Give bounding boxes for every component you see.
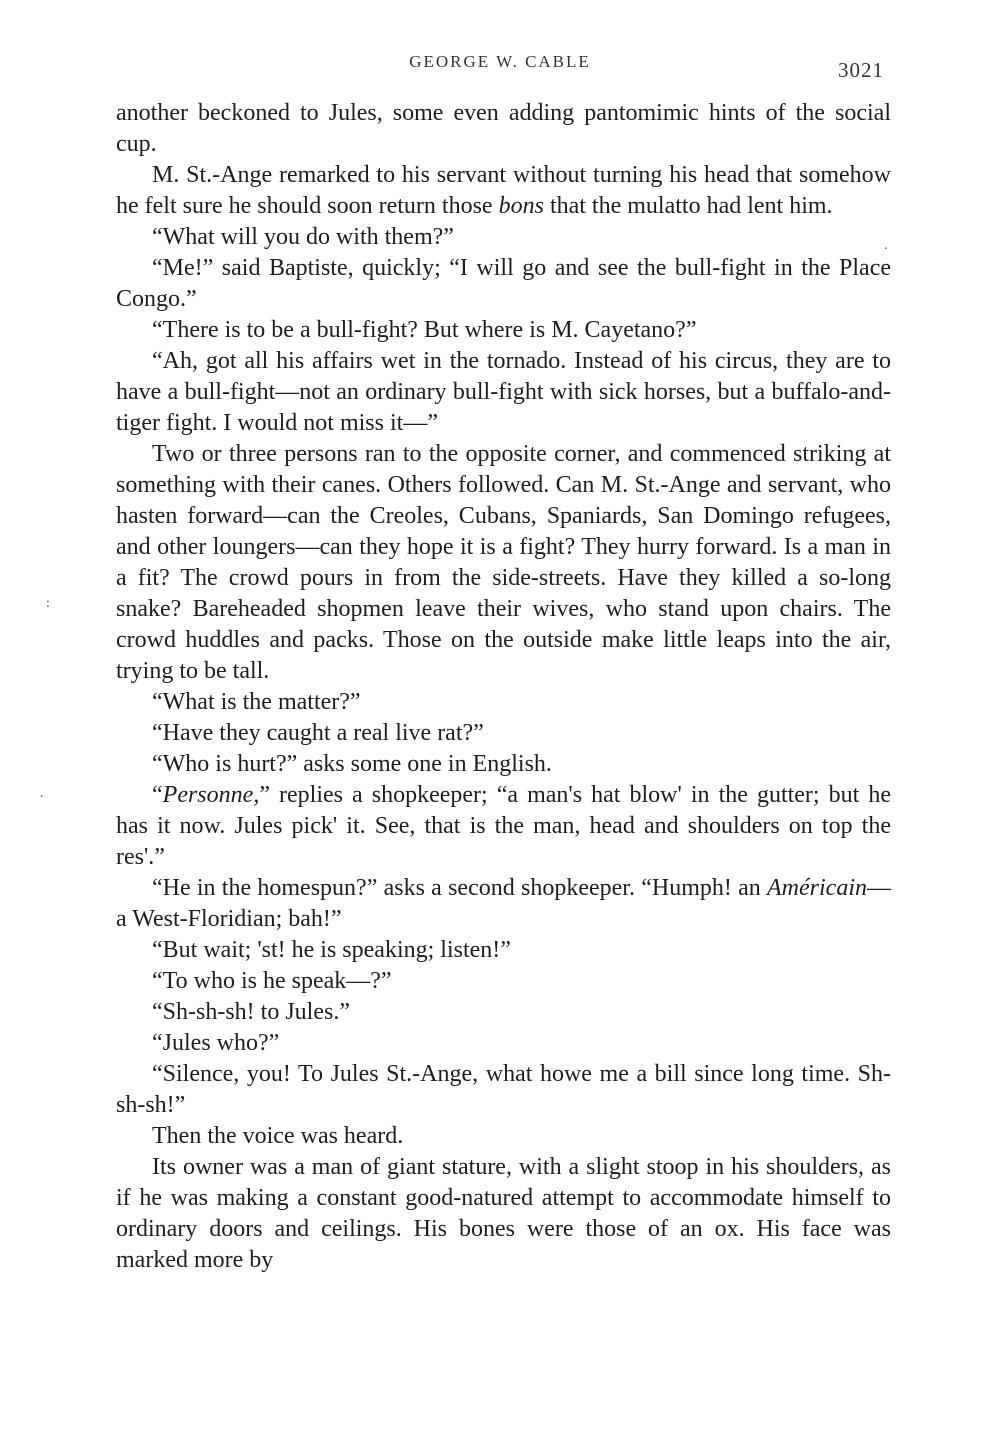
paragraph: [116, 966, 891, 997]
text-run: another beckoned to Jules, some even adding pantomimic hints of the social cup.: [116, 100, 891, 157]
text-run: “Sh-sh-sh! to Jules.”: [152, 999, 350, 1025]
paragraph: [116, 98, 891, 160]
paragraph: [116, 780, 891, 873]
paragraph: [116, 935, 891, 966]
text-run: Two or three persons ran to the opposite corner, and commenced striking at something with their canes. Others followed. Can M. St.-Ange and servant, who hasten forward—can the Creoles, Cubans, Spaniards, San Domingo refugees, and other loungers—can they hope it is a fight? They hurry forward. Is a man in a fit? The crowd pours in from the side-streets. Have they killed a so-long snake? Bareheaded shopmen leave their wives, who stand upon chairs. The crowd huddles and packs. Those on the outside make little leaps into the air, trying to be tall.: [116, 441, 891, 684]
paragraph: [116, 346, 891, 439]
text-run: “There is to be a bull-fight? But where is M. Cayetano?”: [152, 317, 697, 343]
text-run: that the mulatto had lent him.: [543, 193, 833, 219]
page-number: 3021: [838, 58, 884, 82]
stray-dot-mark: .: [884, 238, 888, 253]
text-run: “What will you do with them?”: [152, 224, 454, 250]
paragraph: [116, 222, 891, 253]
text-run: “Ah, got all his affairs wet in the tornado. Instead of his circus, they are to have a bull-fight—not an ordinary bull-fight with sick horses, but a buffalo-and-tiger fight. I would not miss it—”: [116, 348, 891, 436]
text-run: Its owner was a man of giant stature, with a slight stoop in his shoulders, as if he was making a constant good-natured attempt to accommodate himself to ordinary doors and ceilings. His bones were those of an ox. His face was marked more by: [116, 1154, 891, 1273]
text-run: ,” replies a shopkeeper; “a man's hat blow' in the gutter; but he has it now. Jules pick' it. See, that is the man, head and shoulders on top the res'.”: [116, 782, 891, 870]
text-run: Then the voice was heard.: [152, 1123, 404, 1149]
paragraph: [116, 253, 891, 315]
text-run: M. St.-Ange remarked to his servant without turning his head that somehow he felt sure he should soon return those: [116, 162, 891, 219]
running-title: GEORGE W. CABLE: [409, 52, 591, 71]
text-run: “: [152, 782, 163, 808]
body-text: [116, 98, 891, 1276]
text-run: “Have they caught a real live rat?”: [152, 720, 484, 746]
paragraph: [116, 749, 891, 780]
italic-text: Personne: [162, 782, 254, 808]
paragraph: [116, 1121, 891, 1152]
paragraph: [116, 160, 891, 222]
paragraph: [116, 1152, 891, 1276]
stray-margin-mark: :: [46, 596, 50, 611]
text-run: “He in the homespun?” asks a second shopkeeper. “Humph! an: [152, 875, 768, 901]
text-run: “But wait; 'st! he is speaking; listen!”: [152, 937, 511, 963]
paragraph: [116, 687, 891, 718]
text-run: “Me!” said Baptiste, quickly; “I will go and see the bull-fight in the Place Congo.”: [116, 255, 891, 312]
text-run: —a West-Floridian; bah!”: [116, 875, 891, 932]
text-run: “Who is hurt?” asks some one in English.: [152, 751, 552, 777]
text-run: “Jules who?”: [152, 1030, 280, 1056]
paragraph: [116, 1059, 891, 1121]
paragraph: [116, 997, 891, 1028]
italic-text: Américain: [767, 875, 867, 901]
paragraph: [116, 315, 891, 346]
paragraph: [116, 1028, 891, 1059]
text-run: “What is the matter?”: [152, 689, 361, 715]
text-run: “To who is he speak—?”: [152, 968, 392, 994]
stray-margin-dot: .: [40, 786, 44, 801]
italic-text: bons: [498, 193, 544, 219]
paragraph: [116, 873, 891, 935]
paragraph: [116, 718, 891, 749]
text-run: “Silence, you! To Jules St.-Ange, what howe me a bill since long time. Sh-sh-sh!”: [116, 1061, 891, 1118]
paragraph: [116, 439, 891, 687]
